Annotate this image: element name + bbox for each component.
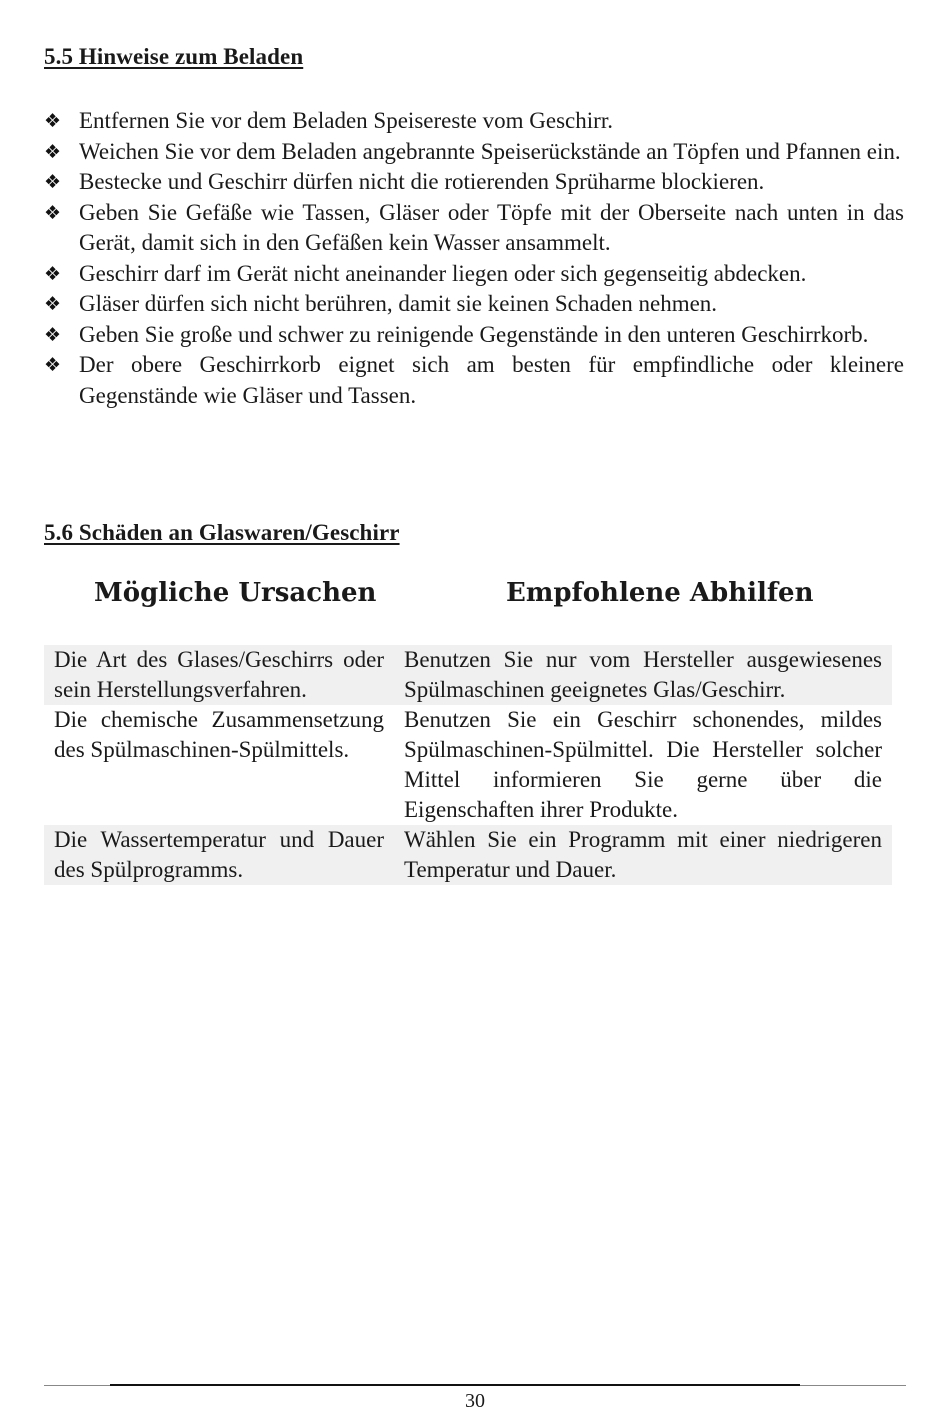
list-item	[44, 167, 904, 198]
list-item	[44, 137, 904, 168]
diamond-bullet-icon: ❖	[44, 354, 62, 376]
section-heading-loading-tips: 5.5 Hinweise zum Beladen	[44, 44, 304, 69]
list-item-text: Weichen Sie vor dem Beladen angebrannte Speiserückstände an Töpfen und Pfannen ein.	[79, 138, 901, 164]
page-number: 30	[465, 1390, 485, 1412]
diamond-bullet-icon: ❖	[44, 293, 62, 315]
list-item	[44, 106, 904, 137]
list-item-text: Der obere Geschirrkorb eignet sich am besten für empfindliche oder kleinere Gegenstände wie Gläser und Tassen.	[79, 352, 904, 408]
diamond-bullet-icon: ❖	[44, 140, 62, 163]
cause-cell: Die Wassertemperatur und Dauer des Spülprogramms.	[54, 827, 384, 882]
list-item-text: Geben Sie große und schwer zu reinigende Gegenstände in den unteren Geschirrkorb.	[79, 321, 869, 347]
diamond-bullet-icon: ❖	[44, 262, 62, 285]
section-heading-glass-damage: 5.6 Schäden an Glaswaren/Geschirr	[44, 520, 400, 545]
list-item-text: Geben Sie Gefäße wie Tassen, Gläser oder Töpfe mit der Oberseite nach unten in das Gerät, damit sich in den Gefäßen kein Wasser ansammelt.	[79, 199, 904, 255]
causes-remedies-table	[44, 645, 892, 885]
footer-rule-accent	[110, 1384, 800, 1386]
diamond-bullet-icon: ❖	[44, 171, 62, 193]
loading-tips-list	[44, 106, 904, 411]
list-item	[44, 320, 904, 351]
list-item	[44, 289, 904, 320]
cause-cell: Die chemische Zusammensetzung des Spülmaschinen-Spülmittels.	[54, 707, 384, 762]
cause-cell: Die Art des Glases/Geschirrs oder sein Herstellungsverfahren.	[54, 647, 384, 702]
remedy-cell: Benutzen Sie nur vom Hersteller ausgewiesenes Spülmaschinen geeignetes Glas/Geschirr.	[404, 647, 882, 702]
column-header-causes: Mögliche Ursachen	[94, 578, 377, 608]
list-item-text: Bestecke und Geschirr dürfen nicht die rotierenden Sprüharme blockieren.	[79, 169, 765, 194]
table-row	[44, 645, 892, 705]
diamond-bullet-icon: ❖	[44, 201, 62, 224]
list-item-text: Gläser dürfen sich nicht berühren, damit sie keinen Schaden nehmen.	[79, 291, 718, 316]
diamond-bullet-icon: ❖	[44, 323, 62, 346]
table-row	[44, 825, 892, 885]
list-item-text: Geschirr darf im Gerät nicht aneinander liegen oder sich gegenseitig abdecken.	[79, 260, 807, 286]
list-item	[44, 198, 904, 259]
list-item	[44, 350, 904, 411]
list-item	[44, 259, 904, 290]
table-row	[44, 705, 892, 825]
diamond-bullet-icon: ❖	[44, 110, 62, 132]
remedy-cell: Benutzen Sie ein Geschirr schonendes, mildes Spülmaschinen-Spülmittel. Die Hersteller solcher Mittel informieren Sie gerne über die Eigenschaften ihrer Produkte.	[404, 707, 882, 822]
remedy-cell: Wählen Sie ein Programm mit einer niedrigeren Temperatur und Dauer.	[404, 827, 882, 882]
list-item-text: Entfernen Sie vor dem Beladen Speisereste vom Geschirr.	[79, 108, 613, 133]
table-column-headers	[44, 578, 892, 618]
column-header-remedies: Empfohlene Abhilfen	[506, 578, 814, 608]
